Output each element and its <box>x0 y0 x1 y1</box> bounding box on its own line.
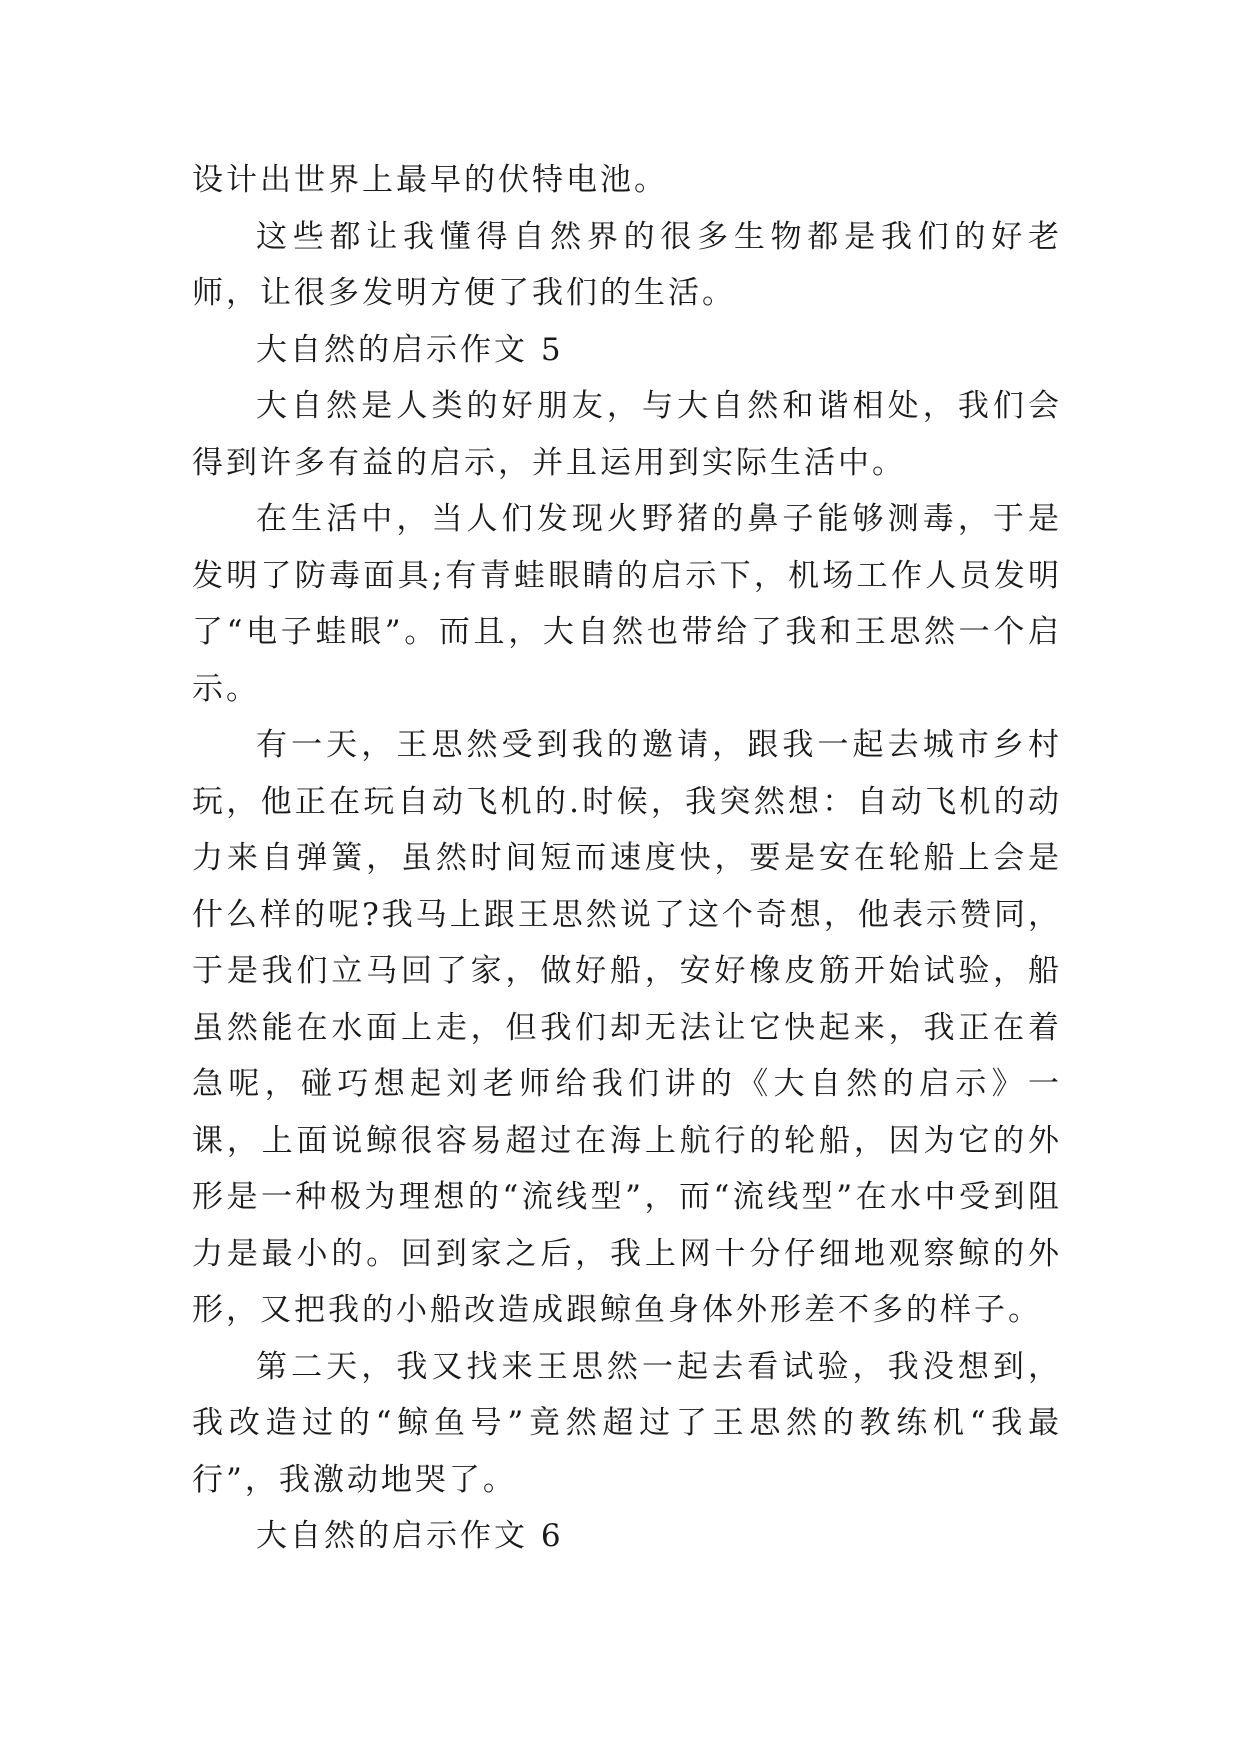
paragraph-continuation: 设计出世界上最早的伏特电池。 <box>192 162 668 198</box>
section-heading-essay-6: 大自然的启示作文 6 <box>256 1518 564 1554</box>
paragraph: 大自然是人类的好朋友，与大自然和谐相处，我们会得到许多有益的启示，并且运用到实际生活中。 <box>192 388 1062 481</box>
paragraph: 第二天，我又找来王思然一起去看试验，我没想到，我改造过的“鲸鱼号”竟然超过了王思然的教练机“我最行”，我激动地哭了。 <box>192 1348 1062 1498</box>
document-body <box>192 152 1062 1565</box>
paragraph: 在生活中，当人们发现火野猪的鼻子能够测毒，于是发明了防毒面具;有青蛙眼睛的启示下，机场工作人员发明了“电子蛙眼”。而且，大自然也带给了我和王思然一个启示。 <box>192 501 1062 707</box>
section-heading-essay-5: 大自然的启示作文 5 <box>256 331 564 368</box>
paragraph: 这些都让我懂得自然界的很多生物都是我们的好老师，让很多发明方便了我们的生活。 <box>192 218 1062 311</box>
paragraph: 有一天，王思然受到我的邀请，跟我一起去城市乡村玩，他正在玩自动飞机的.时候，我突然想：自动飞机的动力来自弹簧，虽然时间短而速度快，要是安在轮船上会是什么样的呢?我马上跟王思然说了这个奇想，他表示赞同，于是我们立马回了家，做好船，安好橡皮筋开始试验，船虽然能在水面上走，但我们却无法让它快起来，我正在着急呢，碰巧想起刘老师给我们讲的《大自然的启示》一课，上面说鲸很容易超过在海上航行的轮船，因为它的外形是一种极为理想的“流线型”，而“流线型”在水中受到阻力是最小的。回到家之后，我上网十分仔细地观察鲸的外形，又把我的小船改造成跟鲸鱼身体外形差不多的样子。 <box>192 727 1062 1328</box>
